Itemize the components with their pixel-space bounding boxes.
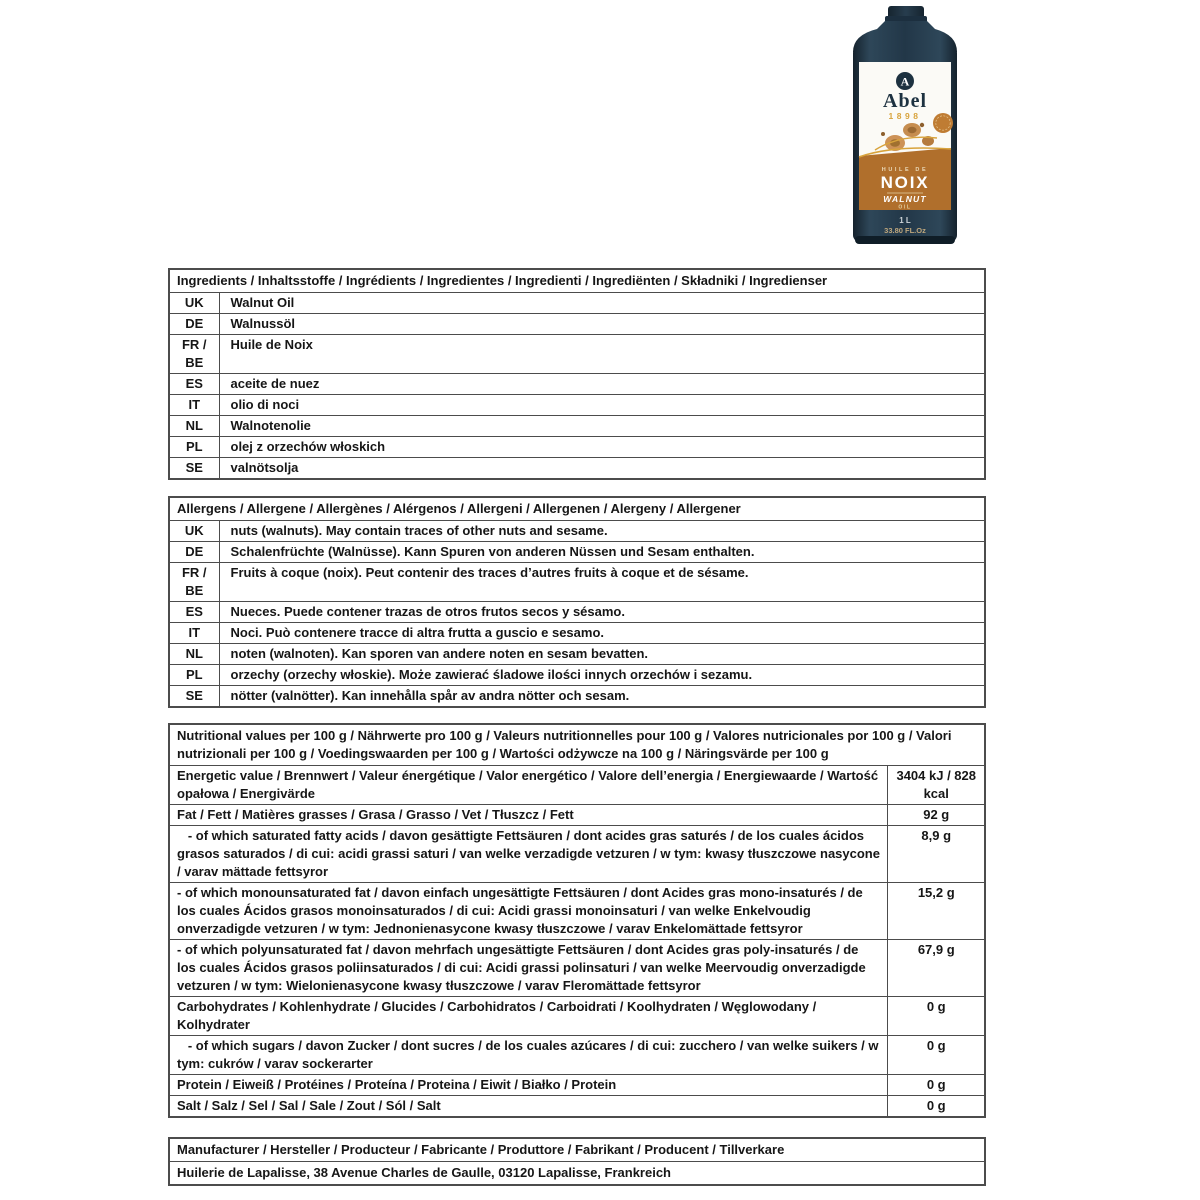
nutrient-label: Protein / Eiweiß / Protéines / Proteína / Proteina / Eiwit / Białko / Protein — [169, 1075, 888, 1096]
table-row — [169, 542, 985, 563]
table-row — [169, 623, 985, 644]
translation-text: nötter (valnötter). Kan innehålla spår av andra nötter och sesam. — [219, 686, 985, 708]
table-row — [169, 1075, 985, 1096]
language-code: DE — [169, 542, 219, 563]
tin-base — [855, 236, 955, 244]
table-row — [169, 395, 985, 416]
nutrition-body — [169, 766, 985, 1118]
translation-text: Walnussöl — [219, 314, 985, 335]
language-code: UK — [169, 293, 219, 314]
translation-text: Noci. Può contenere tracce di altra frutta a guscio e sesamo. — [219, 623, 985, 644]
nutrient-label: - of which monounsaturated fat / davon einfach ungesättigte Fettsäuren / dont Acides gras mono-insaturés / de los cuales Ácidos grasos monoinsaturados / di cui: Acidi grassi monoinsaturi / van welke Enkelvoudig onverzadigde vetzuren / w tym: Jednonienasycone kwasy tłuszczowe / varav Enkelomättade fettsyror — [169, 883, 888, 940]
table-row — [169, 374, 985, 395]
table-row — [169, 1096, 985, 1118]
translation-text: Schalenfrüchte (Walnüsse). Kann Spuren von anderen Nüssen und Sesam enthalten. — [219, 542, 985, 563]
translation-text: Fruits à coque (noix). Peut contenir des traces d’autres fruits à coque et de sésame. — [219, 563, 985, 602]
language-code: PL — [169, 437, 219, 458]
product-photo — [845, 4, 965, 248]
tin-cap — [885, 6, 927, 23]
translation-text: valnötsolja — [219, 458, 985, 480]
language-code: ES — [169, 374, 219, 395]
translation-text: Walnotenolie — [219, 416, 985, 437]
table-header-row — [169, 269, 985, 293]
table-row — [169, 1036, 985, 1075]
language-code: IT — [169, 395, 219, 416]
translation-text: Huile de Noix — [219, 335, 985, 374]
language-code: NL — [169, 416, 219, 437]
label-walnut: WALNUT — [883, 194, 927, 204]
nutrient-label: - of which polyunsaturated fat / davon mehrfach ungesättigte Fettsäuren / dont Acides gras poly-insaturés / de los cuales Ácidos grasos poliinsaturados / di cui: Acidi grassi polinsaturi / van welke Meervoudig onverzadigde vetzuren / w tym: Wielonienasycone kwasy tłuszczowe / varav Fleromättade fettsyror — [169, 940, 888, 997]
nutrient-value: 0 g — [888, 1096, 985, 1118]
translation-text: noten (walnoten). Kan sporen van andere noten en sesam bevatten. — [219, 644, 985, 665]
table-row — [169, 416, 985, 437]
table-header-row — [169, 1138, 985, 1162]
nutrient-value: 67,9 g — [888, 940, 985, 997]
allergens-header: Allergens / Allergene / Allergènes / Alérgenos / Allergeni / Allergenen / Alergeny / Allergener — [169, 497, 985, 521]
table-row — [169, 563, 985, 602]
nutrient-label: Fat / Fett / Matières grasses / Grasa / Grasso / Vet / Tłuszcz / Fett — [169, 805, 888, 826]
language-code: DE — [169, 314, 219, 335]
label-huile-de: HUILE DE — [881, 167, 929, 173]
nutrient-label: Carbohydrates / Kohlenhydrate / Glucides / Carbohidratos / Carboidrati / Koolhydraten / Węglowodany / Kolhydrater — [169, 997, 888, 1036]
translation-text: olej z orzechów włoskich — [219, 437, 985, 458]
brand-year: 1898 — [888, 111, 922, 121]
translation-text: nuts (walnuts). May contain traces of other nuts and sesame. — [219, 521, 985, 542]
translation-text: Walnut Oil — [219, 293, 985, 314]
nutrient-value: 0 g — [888, 997, 985, 1036]
table-row — [169, 521, 985, 542]
label-noix: NOIX — [880, 173, 930, 192]
nutrition-table — [168, 723, 986, 1118]
table-row — [169, 883, 985, 940]
nutrient-value: 15,2 g — [888, 883, 985, 940]
table-header-row — [169, 497, 985, 521]
manufacturer-address: Huilerie de Lapalisse, 38 Avenue Charles de Gaulle, 03120 Lapalisse, Frankreich — [169, 1162, 985, 1186]
nutrient-value: 3404 kJ / 828 kcal — [888, 766, 985, 805]
table-row — [169, 940, 985, 997]
volume-text: 1 L — [899, 216, 911, 225]
translation-text: olio di noci — [219, 395, 985, 416]
table-row — [169, 665, 985, 686]
table-header-row — [169, 724, 985, 766]
table-row — [169, 686, 985, 708]
table-row — [169, 437, 985, 458]
nutrient-value: 0 g — [888, 1036, 985, 1075]
nutrient-value: 8,9 g — [888, 826, 985, 883]
ingredients-body — [169, 293, 985, 480]
manufacturer-header: Manufacturer / Hersteller / Producteur / Fabricante / Produttore / Fabrikant / Producent / Tillverkare — [169, 1138, 985, 1162]
allergens-body — [169, 521, 985, 708]
nutrient-label: - of which sugars / davon Zucker / dont sucres / de los cuales azúcares / di cui: zucchero / van welke suikers / w tym: cukrów / varav sockerarter — [169, 1036, 888, 1075]
table-row — [169, 805, 985, 826]
allergens-table — [168, 496, 986, 708]
language-code: ES — [169, 602, 219, 623]
table-row — [169, 826, 985, 883]
nutrient-label: Salt / Salz / Sel / Sal / Sale / Zout / Sól / Salt — [169, 1096, 888, 1118]
walnut-oil-tin-illustration — [845, 4, 965, 248]
translation-text: orzechy (orzechy włoskie). Może zawierać śladowe ilości innych orzechów i sezamu. — [219, 665, 985, 686]
table-row — [169, 314, 985, 335]
brand-logo-letter: A — [900, 74, 910, 89]
table-row — [169, 997, 985, 1036]
label-oil: OIL — [898, 204, 912, 211]
nutrient-label: - of which saturated fatty acids / davon gesättigte Fettsäuren / dont acides gras saturés / de los cuales ácidos grasos saturados / di cui: acidi grassi saturi / van welke verzadigde vetzuren / w tym: kwasy tłuszczowe nasycone / varav mättade fettsyror — [169, 826, 888, 883]
translation-text: Nueces. Puede contener trazas de otros frutos secos y sésamo. — [219, 602, 985, 623]
ingredients-header: Ingredients / Inhaltsstoffe / Ingrédients / Ingredientes / Ingredienti / Ingrediënten / Składniki / Ingredienser — [169, 269, 985, 293]
translation-text: aceite de nuez — [219, 374, 985, 395]
language-code: IT — [169, 623, 219, 644]
table-row — [169, 335, 985, 374]
table-row — [169, 602, 985, 623]
nutrition-header: Nutritional values per 100 g / Nährwerte pro 100 g / Valeurs nutritionnelles pour 100 g / Valores nutricionales por 100 g / Valori nutrizionali per 100 g / Voedingswaarden per 100 g / Wartości odżywcze na 100 g / Näringsvärde per 100 g — [169, 724, 985, 766]
table-row — [169, 293, 985, 314]
nutrient-value: 0 g — [888, 1075, 985, 1096]
nutrient-label: Energetic value / Brennwert / Valeur énergétique / Valor energético / Valore dell’energia / Energiewaarde / Wartość opałowa / Energivärde — [169, 766, 888, 805]
language-code: NL — [169, 644, 219, 665]
table-row — [169, 766, 985, 805]
ingredients-table — [168, 268, 986, 480]
brand-name: Abel — [883, 90, 927, 112]
manufacturer-table — [168, 1137, 986, 1186]
nutrient-value: 92 g — [888, 805, 985, 826]
volume-oz-text: 33.80 FL.Oz — [884, 226, 926, 235]
language-code: FR / BE — [169, 335, 219, 374]
language-code: FR / BE — [169, 563, 219, 602]
language-code: PL — [169, 665, 219, 686]
language-code: SE — [169, 686, 219, 708]
language-code: SE — [169, 458, 219, 480]
table-row — [169, 1162, 985, 1186]
table-row — [169, 644, 985, 665]
language-code: UK — [169, 521, 219, 542]
table-row — [169, 458, 985, 480]
